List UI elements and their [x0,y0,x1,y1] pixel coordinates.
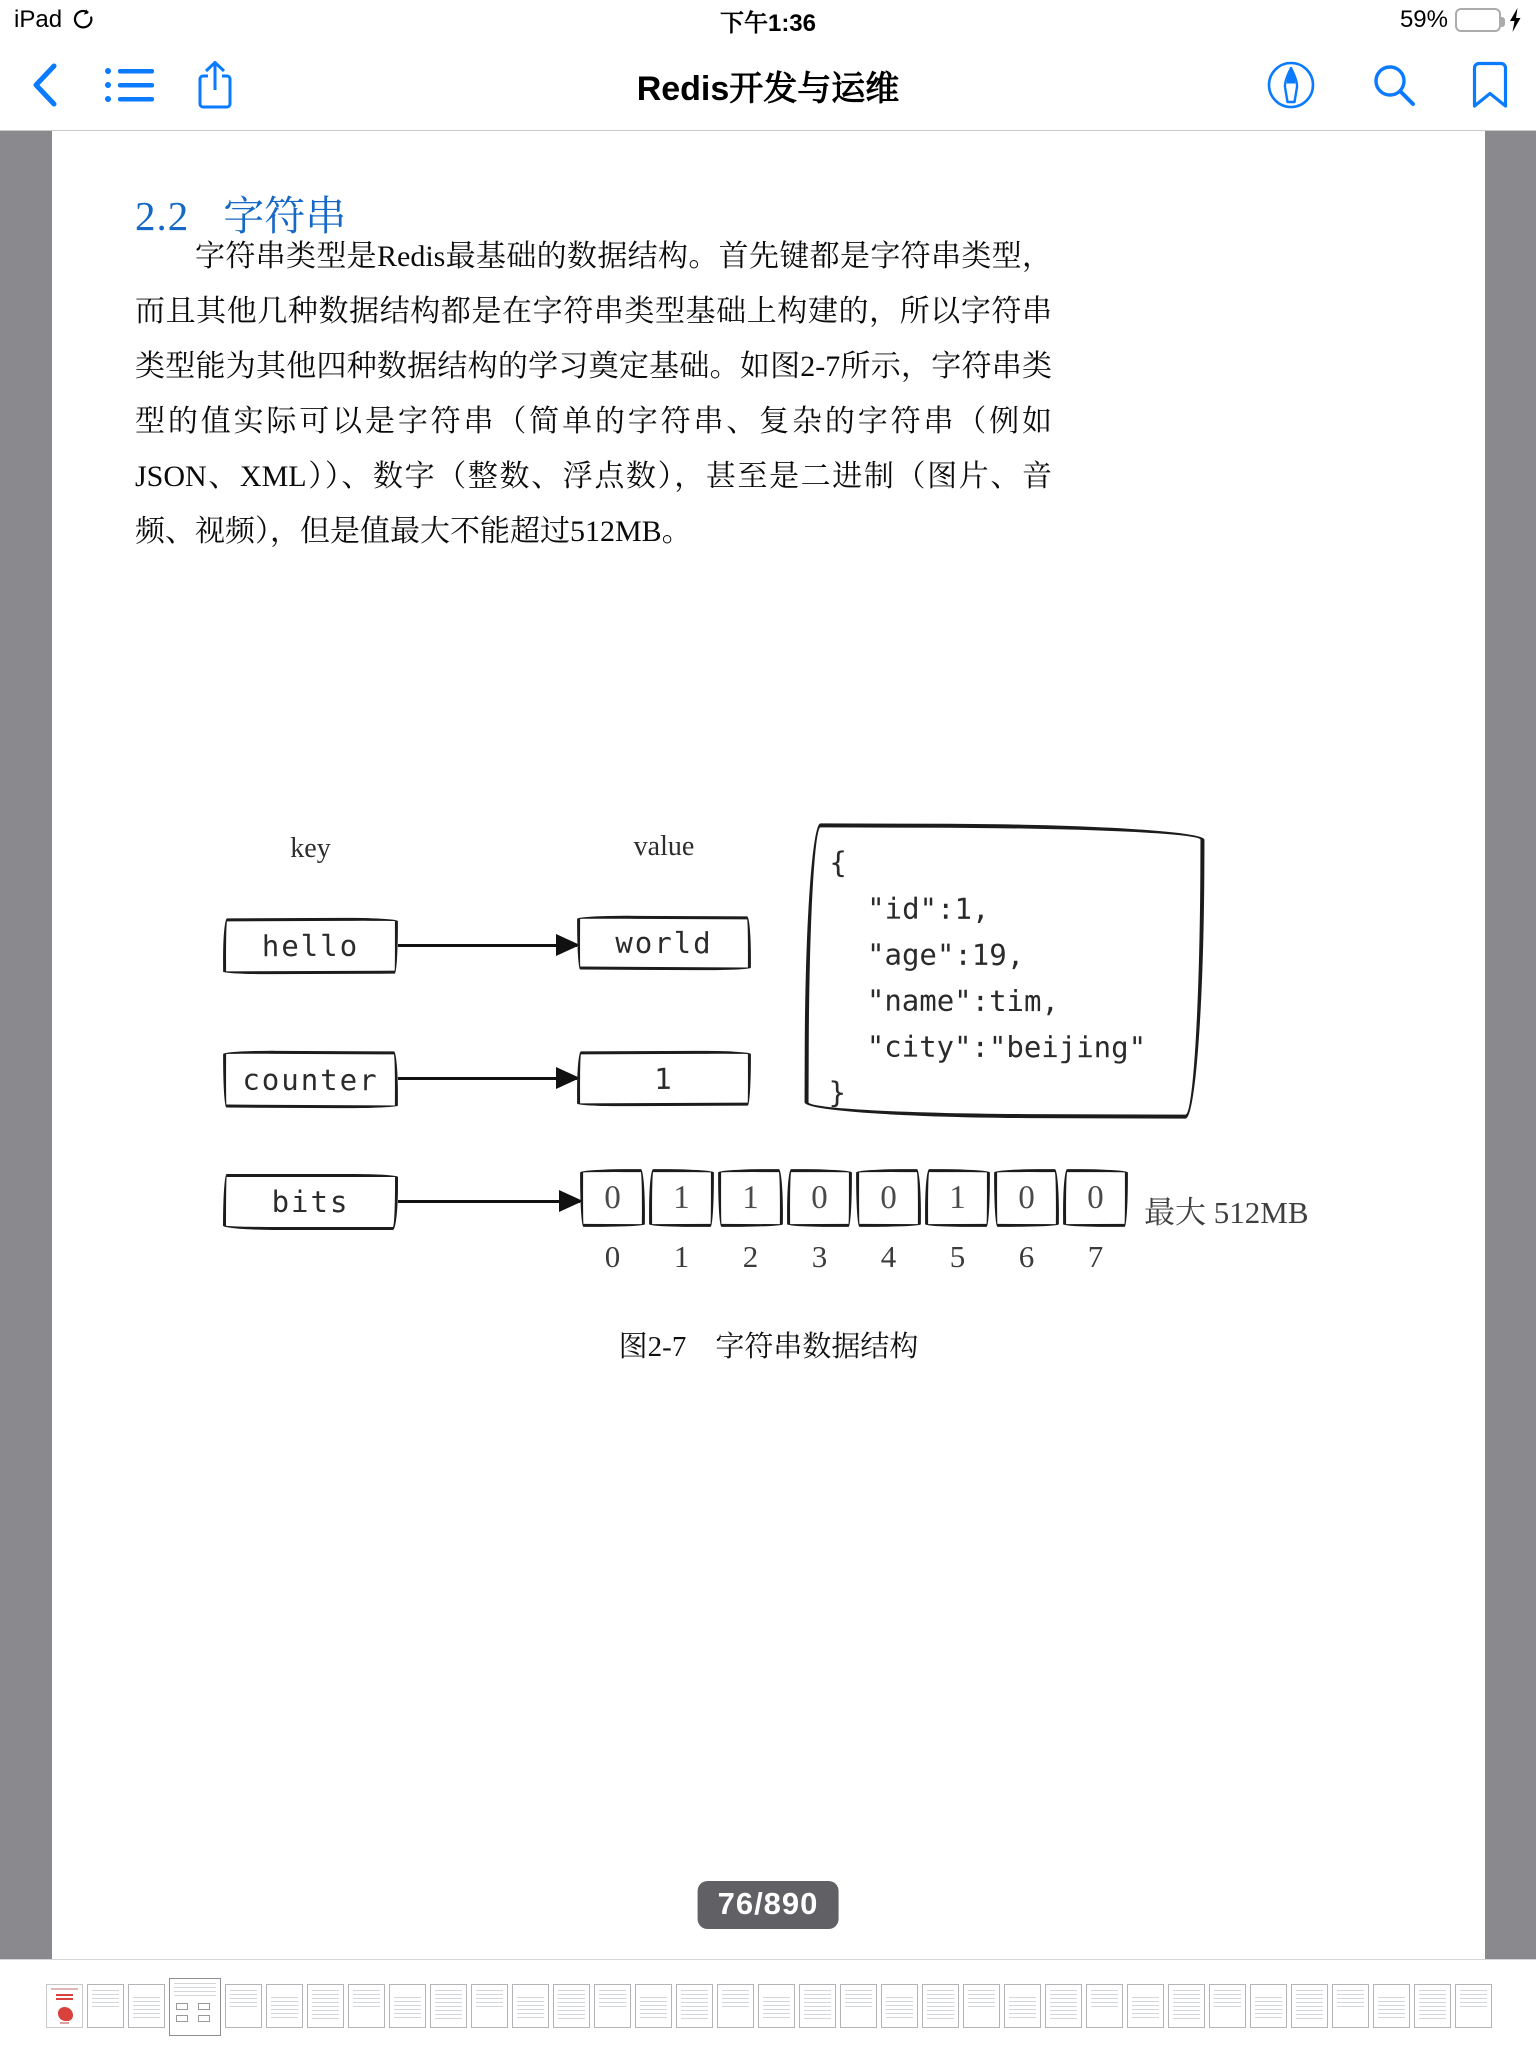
json-line: "city":"beijing" [866,1029,1147,1065]
bit-index-4: 4 [880,1239,897,1274]
bit-index-2: 2 [742,1239,759,1274]
thumbnail-page[interactable] [635,1984,672,2028]
book-title: Redis开发与运维 [636,69,900,108]
bit-cell-3: 0 [787,1169,852,1227]
arrow-bits [398,1200,580,1203]
thumbnail-page[interactable] [717,1984,754,2028]
thumbnail-current-page[interactable] [169,1978,221,2036]
page-indicator: 76/890 [698,1881,839,1929]
bit-cell-4: 0 [856,1169,921,1227]
max-size-label: 最大 512MB [1144,1195,1309,1230]
annotation-pen-icon[interactable] [1266,60,1316,110]
json-line: "age":19, [866,937,1025,973]
battery-icon [1455,8,1501,32]
key-box-hello: hello [223,918,398,975]
table-of-contents-icon[interactable] [104,65,154,105]
json-value-box [804,823,1204,1118]
bit-index-3: 3 [811,1239,828,1274]
back-button[interactable] [28,60,62,110]
thumbnail-page[interactable] [1004,1984,1041,2028]
value-box-world: world [577,916,751,971]
thumbnail-page[interactable] [471,1984,508,2028]
bookmark-icon[interactable] [1472,61,1508,109]
body-paragraph: 字符串类型是Redis最基础的数据结构。首先键都是字符串类型，而且其他几种数据结构都是在字符串类型基础上构建的，所以字符串类型能为其他四种数据结构的学习奠定基础。如图2-7所示，字符串类型的值实际可以是字符串（简单的字符串、复杂的字符串（例如JSON、XML））、数字（整数、浮点数），甚至是二进制（图片、音频、视频），但是值最大不能超过512MB。 [135,240,1052,548]
thumbnail-page[interactable] [553,1984,590,2028]
bit-cell-2: 1 [718,1169,783,1227]
key-column-header: key [290,833,331,864]
bit-index-1: 1 [673,1239,690,1274]
device-label: iPad [14,6,63,33]
key-box-counter: counter [223,1051,398,1109]
thumbnail-page[interactable] [87,1984,124,2028]
bit-index-6: 6 [1018,1239,1035,1274]
thumbnail-page[interactable] [307,1984,344,2028]
json-line: "id":1, [867,891,990,926]
thumbnail-page[interactable] [1127,1984,1164,2028]
thumbnail-page[interactable] [1250,1984,1287,2028]
thumbnail-page[interactable] [1291,1984,1328,2028]
thumbnail-page[interactable] [512,1984,549,2028]
thumbnail-page[interactable] [594,1984,631,2028]
section-number: 2.2 [135,193,190,239]
thumbnail-page[interactable] [348,1984,385,2028]
bit-cell-7: 0 [1063,1169,1128,1227]
thumbnail-page[interactable] [840,1984,877,2028]
thumbnail-page[interactable] [799,1984,836,2028]
thumbnail-page[interactable] [758,1984,795,2028]
thumbnail-page[interactable] [676,1984,713,2028]
nav-bar [0,40,1536,130]
clock: 下午1:36 [719,9,817,37]
bit-index-5: 5 [949,1239,966,1274]
section-title: 字符串 [223,193,347,239]
key-box-bits: bits [223,1174,398,1230]
thumbnail-strip[interactable] [0,1959,1536,2048]
bit-cell-1: 1 [649,1169,714,1227]
battery-percent: 59% [1399,6,1448,33]
bit-index-7: 7 [1087,1239,1104,1274]
bit-cell-0: 0 [580,1169,645,1227]
arrow-counter-1 [398,1077,577,1080]
json-line: } [828,1075,847,1110]
bit-cell-5: 1 [925,1169,990,1227]
thumbnail-page[interactable] [1373,1984,1410,2028]
thumbnail-page[interactable] [1332,1984,1369,2028]
thumbnail-page[interactable] [881,1984,918,2028]
value-column-header: value [633,831,695,862]
thumbnail-page[interactable] [430,1984,467,2028]
figure-caption: 图2-7 字符串数据结构 [618,1331,919,1363]
bit-cell-6: 0 [994,1169,1059,1227]
thumbnail-page[interactable] [389,1984,426,2028]
thumbnail-page[interactable] [1168,1984,1205,2028]
arrow-hello-world [398,944,577,947]
status-bar [0,0,1536,40]
thumbnail-cover[interactable] [46,1984,83,2028]
thumbnail-page[interactable] [963,1984,1000,2028]
pdf-page[interactable] [52,131,1485,1959]
json-line: { [829,845,847,880]
thumbnail-page[interactable] [1455,1984,1492,2028]
json-line: "name":tim, [866,983,1060,1019]
thumbnail-page[interactable] [266,1984,303,2028]
thumbnail-page[interactable] [225,1984,262,2028]
thumbnail-page[interactable] [1045,1984,1082,2028]
thumbnail-page[interactable] [128,1984,165,2028]
figure-2-7 [52,821,1485,1381]
value-box-1: 1 [577,1051,751,1107]
search-icon[interactable] [1370,61,1418,109]
thumbnail-page[interactable] [1414,1984,1451,2028]
share-icon[interactable] [196,60,234,110]
thumbnail-page[interactable] [1209,1984,1246,2028]
thumbnail-page[interactable] [1086,1984,1123,2028]
pdf-viewer [0,130,1536,1959]
thumbnail-page[interactable] [922,1984,959,2028]
bit-index-0: 0 [604,1239,621,1274]
